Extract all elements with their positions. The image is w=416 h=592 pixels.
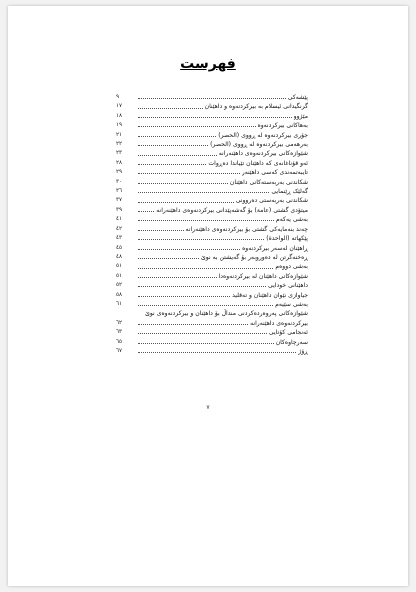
toc-entry-page: ٦٥ <box>116 338 123 345</box>
toc-entry <box>116 196 308 205</box>
toc-dot-leader <box>138 324 248 325</box>
toc-entry <box>116 149 308 158</box>
toc-dot-leader <box>138 343 274 344</box>
toc-entry-page: ٥١ <box>116 263 123 270</box>
toc-entry-label: شکاندنی بەربەستەکانی داهێنان <box>229 178 308 186</box>
toc-entry-page: ٢٣ <box>116 150 123 157</box>
toc-dot-leader <box>138 296 230 297</box>
page-title <box>8 56 408 72</box>
toc-entry <box>116 121 308 130</box>
toc-entry-label: پێکهاتە (الواحدة) <box>266 235 308 243</box>
toc-dot-leader <box>138 126 256 127</box>
toc-entry-page: ٥١ <box>116 272 123 279</box>
toc-entry-page: ٦٧ <box>116 347 123 354</box>
toc-entry-label: شێوازەکانی پەروەردەکردنی منداڵ بۆ داهێنان و بیرکردنەوەی نوێ <box>145 310 308 318</box>
toc-entry-page: ٤١ <box>116 216 123 223</box>
toc-entry-page: ١٩ <box>116 122 123 129</box>
toc-entry <box>116 347 308 356</box>
toc-entry <box>116 300 308 309</box>
toc-entry-label: بیرکردنەوەی داهێنەرانە <box>250 319 308 327</box>
toc-dot-leader <box>138 164 206 165</box>
toc-entry <box>116 102 308 111</box>
toc-entry-label: ڕاهێنان لەسەر بیرکردنەوە <box>242 244 308 252</box>
toc-entry <box>116 206 308 215</box>
toc-entry <box>116 281 308 290</box>
toc-entry-label: چەند بنەمایەکی گشتی بۆ بیرکردنەوەی داهێنەرانە <box>185 225 308 233</box>
toc-dot-leader <box>138 192 269 193</box>
toc-entry <box>116 338 308 347</box>
toc-entry-label: جیاوازی نێوان داهێنان و تەقلید <box>232 291 308 299</box>
toc-entry <box>116 187 308 196</box>
toc-entry-page: ٣٩ <box>116 206 123 213</box>
toc-entry-label: بەشی یەکەم <box>276 216 308 224</box>
toc-entry-label: شێوازەکانی داهێنان لە بیرکردنەوەدا <box>218 272 308 280</box>
toc-entry <box>116 319 308 328</box>
toc-entry-page: ٣٠ <box>116 178 123 185</box>
toc-entry-page: ٦١ <box>116 300 123 307</box>
toc-entry-label: شکاندنی بەربەستی دەروونی <box>235 197 308 205</box>
toc-entry <box>116 234 308 243</box>
toc-entry-page: ١٧ <box>116 103 123 110</box>
toc-entry-label: گرنگیدانی ئیسلام بە بیرکردنەوە و داهێنان <box>204 103 308 111</box>
toc-entry <box>116 253 308 262</box>
toc-dot-leader <box>138 136 216 137</box>
toc-entry-label: مێژوو <box>293 112 308 120</box>
toc-entry <box>116 140 308 149</box>
toc-entry-page: ٢٩ <box>116 169 123 176</box>
document-page <box>8 6 408 586</box>
toc-entry-label: جۆری بیرکردنەوە لە ڕووی (الحصر) <box>218 131 308 139</box>
toc-entry-label: سەرچاوەکان <box>275 338 308 346</box>
toc-entry-page: ٤٨ <box>116 253 123 260</box>
toc-dot-leader <box>138 220 274 221</box>
table-of-contents <box>116 93 308 356</box>
toc-entry-page: ٢٢ <box>116 141 123 148</box>
toc-entry-page: ٦٣ <box>116 329 123 336</box>
toc-entry-page: ٤٥ <box>116 244 123 251</box>
toc-entry-label: ڕۆژ <box>298 347 308 355</box>
toc-dot-leader <box>138 145 208 146</box>
toc-entry-page: ٣٦ <box>116 188 123 195</box>
toc-entry <box>116 272 308 281</box>
toc-entry-label: پێشەکی <box>287 94 308 101</box>
toc-dot-leader <box>138 230 184 231</box>
toc-entry-label: گەلێک ڕێنمایی <box>271 188 308 196</box>
toc-entry-page: ٢٨ <box>116 159 123 166</box>
toc-entry <box>116 328 308 337</box>
toc-entry <box>116 159 308 168</box>
toc-entry-label: تایبەتمەندی کەسی داهێنەر <box>241 169 308 177</box>
toc-dot-leader <box>138 239 264 240</box>
toc-entry <box>116 112 308 121</box>
toc-entry <box>116 244 308 253</box>
toc-dot-leader <box>138 98 286 99</box>
toc-entry <box>116 262 308 271</box>
toc-entry <box>116 178 308 187</box>
toc-entry-page: ٦٢ <box>116 319 123 326</box>
toc-entry-page: ٤٣ <box>116 235 123 242</box>
toc-dot-leader <box>138 202 234 203</box>
toc-entry <box>116 215 308 224</box>
toc-entry-page: ١٨ <box>116 112 123 119</box>
toc-dot-leader <box>138 249 240 250</box>
toc-entry-label: میتۆدی گشتی (عامة) بۆ گەشەپێدانی بیرکردنەوەی داهێنەرانە <box>156 206 308 214</box>
toc-entry-label: بەشی دووەم <box>275 263 308 271</box>
toc-dot-leader <box>138 183 228 184</box>
toc-entry-label: ئەنجامی کۆتایی <box>268 329 308 337</box>
toc-dot-leader <box>138 155 217 156</box>
toc-entry-label: بەرهەمی بیرکردنەوە لە ڕووی (الحصر) <box>210 141 308 149</box>
toc-dot-leader <box>138 258 199 259</box>
toc-entry <box>116 131 308 140</box>
page-number: ٧ <box>206 404 210 411</box>
toc-dot-leader <box>138 277 217 278</box>
toc-entry-page: ٤٢ <box>116 225 123 232</box>
toc-entry-label: ڕەخنەگرتن لە دەوروبەر بۆ گەیشتن بە نوێ <box>201 253 308 261</box>
toc-dot-leader <box>138 286 266 287</box>
toc-dot-leader <box>138 268 273 269</box>
toc-entry-page: ٥٨ <box>116 291 123 298</box>
page-title-text: فهرست <box>180 56 236 72</box>
toc-entry <box>116 225 308 234</box>
toc-entry-label: شێوازەکانی بیرکردنەوەی داهێنەرانە <box>218 150 308 158</box>
toc-dot-leader <box>138 333 267 334</box>
toc-dot-leader <box>138 352 296 353</box>
toc-dot-leader <box>138 173 240 174</box>
toc-entry-page: ٣٧ <box>116 197 123 204</box>
toc-entry <box>116 291 308 300</box>
toc-entry-label: ئەو قۆناغانەی کە داهێنان تێیاندا دەڕوات <box>208 159 308 167</box>
toc-entry-label: داهێنانی خودایی <box>268 282 308 290</box>
toc-entry-page: ٢١ <box>116 131 123 138</box>
toc-entry <box>116 168 308 177</box>
toc-dot-leader <box>138 108 203 109</box>
toc-entry-page: ٩ <box>116 94 120 100</box>
toc-entry-label: بەهاکانی بیرکردنەوە <box>257 122 308 130</box>
toc-entry <box>116 93 308 102</box>
toc-entry-page: ٥٢ <box>116 282 123 289</box>
toc-dot-leader <box>138 117 292 118</box>
toc-entry-label: بەشی سێیەم <box>275 300 308 308</box>
toc-dot-leader <box>138 211 154 212</box>
toc-dot-leader <box>138 305 273 306</box>
toc-entry <box>116 309 308 318</box>
